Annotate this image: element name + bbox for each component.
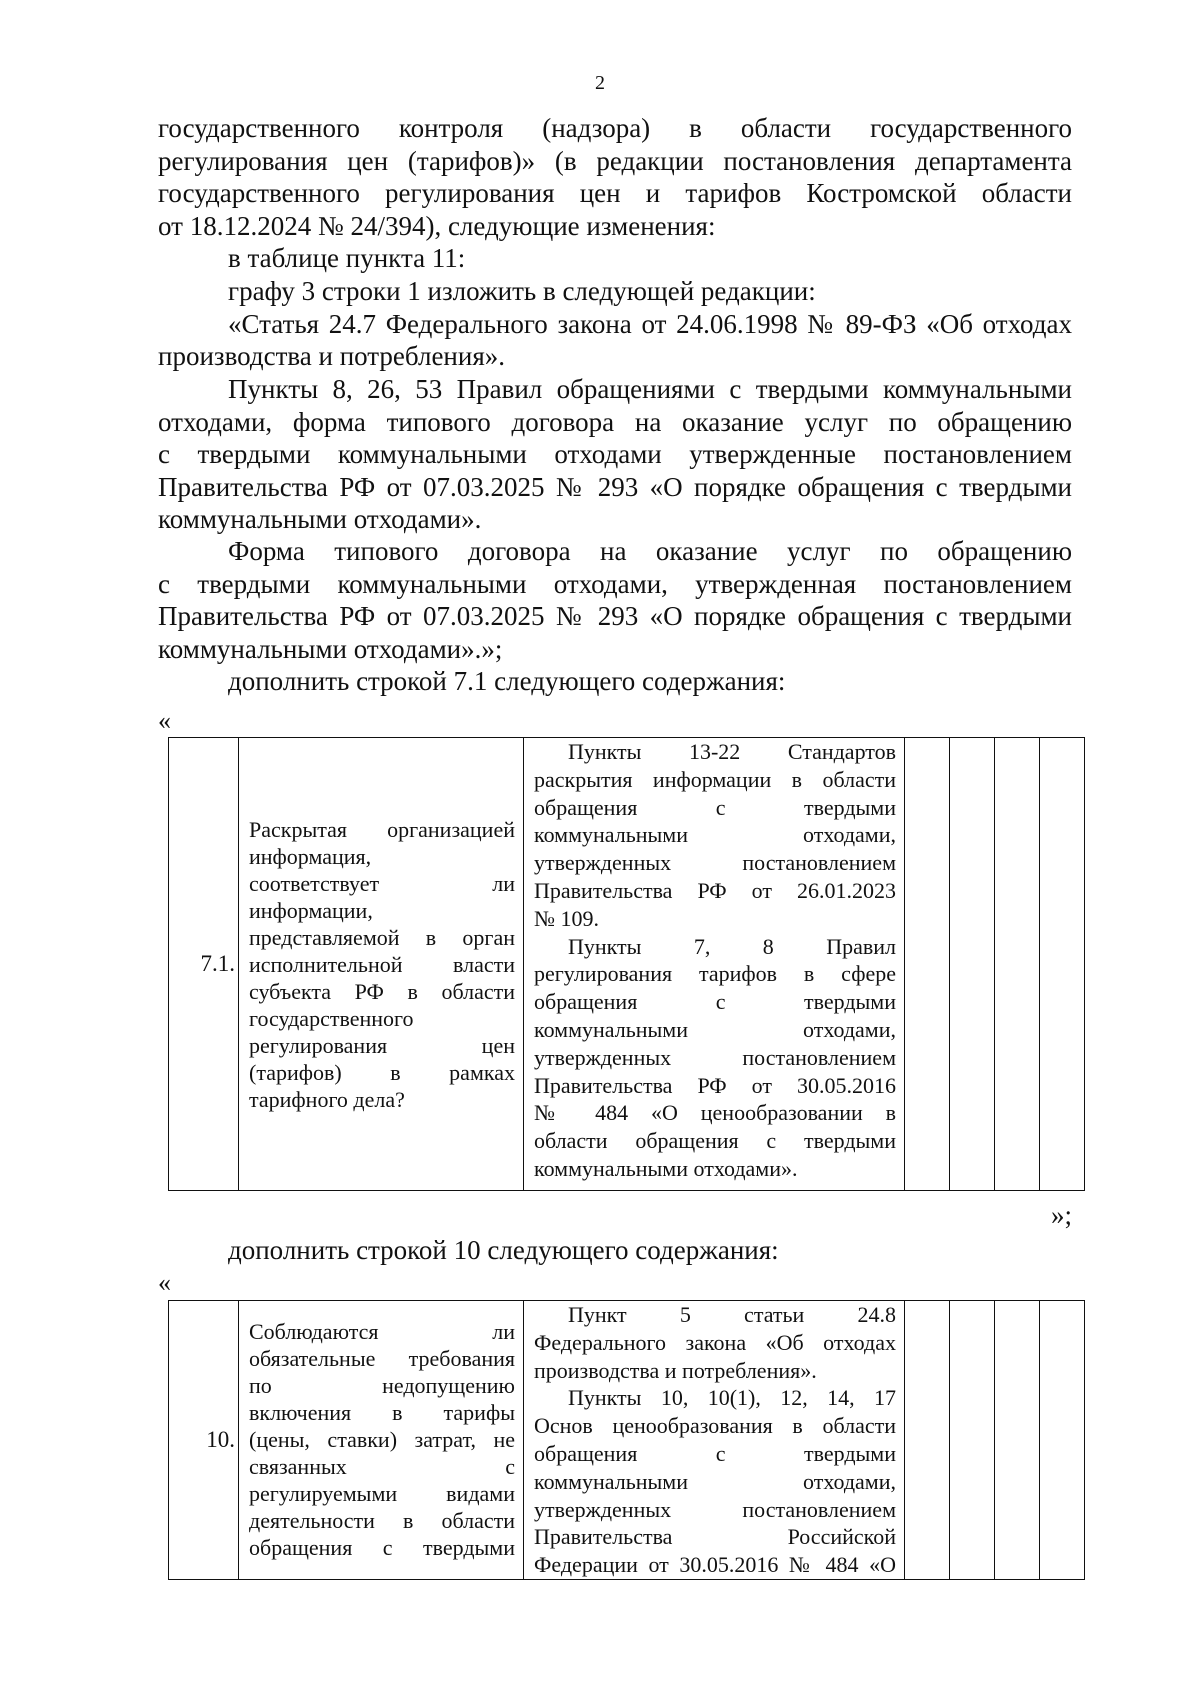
empty-cell [905,1301,950,1580]
open-quote: « [158,706,171,735]
text-line: отходами, форма типового договора на оказание услуг по обращению [158,406,1072,437]
add-row-10-instruction-wrap [158,1234,1072,1267]
text-line: от 18.12.2024 № 24/394), следующие изменения: [158,210,716,241]
text-line: с твердыми коммунальными отходами утвержденные постановлением [158,439,1072,470]
close-quote: »; [1050,1200,1072,1230]
cell-line: деятельности в области [249,1508,515,1534]
amendment-item-column: графу 3 строки 1 изложить в следующей редакции: [228,275,816,306]
row-number: 7.1. [169,738,239,1191]
cell-line: информация, [249,843,372,869]
cell-line: регулирования тарифов в сфере [534,961,896,987]
table-row-10 [168,1300,1085,1580]
cell-line: раскрытия информации в области [534,766,896,792]
intro-paragraph [158,112,1072,373]
quote-paragraph-form [158,535,1072,698]
empty-cell [995,1301,1040,1580]
cell-line: Основ ценообразования в области [534,1413,896,1439]
cell-line: по недопущению [249,1373,515,1399]
cell-line: государственного [249,1005,414,1031]
cell-line: обращения с твердыми [534,989,896,1015]
cell-line: коммунальными отходами». [534,1155,798,1181]
text-line: коммунальными отходами».»; [158,633,503,664]
text-line: Правительства РФ от 07.03.2025 № 293 «О порядке обращения с твердыми [158,471,1072,502]
empty-cell [950,738,995,1191]
cell-line: субъекта РФ в области [249,978,515,1004]
empty-cell [950,1301,995,1580]
question-cell [239,1301,524,1580]
text-line: с твердыми коммунальными отходами, утвержденная постановлением [158,568,1072,599]
text-line: производства и потребления». [158,341,505,372]
cell-line: Пункты 13-22 Стандартов [568,739,896,764]
cell-line: № 484 «О ценообразовании в [534,1100,896,1126]
open-quote: « [158,1268,171,1297]
add-row-10-instruction: дополнить строкой 10 следующего содержания: [228,1235,779,1265]
text-line: государственного регулирования цен и тарифов Костромской области [158,178,1072,209]
cell-line: регулирования цен [249,1032,515,1058]
cell-line: утвержденных постановлением [534,1496,896,1522]
quote-paragraph-rules [158,373,1072,536]
cell-line: Правительства Российской [534,1524,896,1550]
table-row [169,738,1085,1191]
cell-line: обязательные требования [249,1346,515,1372]
cell-line: Раскрытая организацией [249,816,515,842]
cell-line: обращения с твердыми [534,794,896,820]
text-line: государственного контроля (надзора) в области государственного [158,113,1072,143]
cell-line: тарифного дела? [249,1086,405,1112]
cell-line: информации, [249,897,373,923]
add-row-7-1-instruction: дополнить строкой 7.1 следующего содержания: [228,666,786,697]
table-row [169,1301,1085,1580]
question-cell [239,738,524,1191]
cell-line: (цены, ставки) затрат, не [249,1427,515,1453]
row-number: 10. [169,1301,239,1580]
table-row-7-1 [168,737,1085,1191]
empty-cell [1040,738,1085,1191]
cell-line: включения в тарифы [249,1400,515,1426]
cell-line: Пункты 7, 8 Правил [568,933,896,959]
cell-line: Правительства РФ от 30.05.2016 [534,1072,896,1098]
cell-line: производства и потребления». [534,1357,817,1383]
cell-line: связанных с [249,1454,515,1480]
amendment-item-table: в таблице пункта 11: [228,243,466,274]
cell-line: коммунальными отходами, [534,1016,896,1042]
cell-line: обращения с твердыми [249,1535,515,1561]
cell-line: области обращения с твердыми [534,1128,896,1154]
text-line: регулирования цен (тарифов)» (в редакции постановления департамента [158,145,1072,176]
cell-line: утвержденных постановлением [534,850,896,876]
empty-cell [905,738,950,1191]
text-line: коммунальными отходами». [158,504,482,535]
cell-line: коммунальными отходами, [534,822,896,848]
cell-line: соответствует ли [249,870,515,896]
empty-cell [995,738,1040,1191]
cell-line: Пункты 10, 10(1), 12, 14, 17 [568,1385,896,1411]
cell-line: Правительства РФ от 26.01.2023 [534,877,896,903]
cell-line: коммунальными отходами, [534,1468,896,1494]
legal-basis-cell [524,1301,905,1580]
text-line: «Статья 24.7 Федерального закона от 24.06.1998 № 89-ФЗ «Об отходах [228,308,1072,339]
cell-line: (тарифов) в рамках [249,1059,515,1085]
cell-line: Пункт 5 статьи 24.8 [568,1302,896,1327]
text-line: Форма типового договора на оказание услуг по обращению [228,536,1072,566]
cell-line: представляемой в орган [249,924,515,950]
cell-line: регулируемыми видами [249,1481,515,1507]
cell-line: Федерации от 30.05.2016 № 484 «О [534,1552,896,1578]
page-number: 2 [595,72,605,94]
text-line: Пункты 8, 26, 53 Правил обращениями с твердыми коммунальными [228,374,1072,404]
cell-line: утвержденных постановлением [534,1044,896,1070]
legal-basis-cell [524,738,905,1191]
cell-line: исполнительной власти [249,951,515,977]
cell-line: № 109. [534,905,599,931]
cell-line: Соблюдаются ли [249,1319,515,1345]
cell-line: обращения с твердыми [534,1440,896,1466]
empty-cell [1040,1301,1085,1580]
cell-line: Федерального закона «Об отходах [534,1329,896,1355]
text-line: Правительства РФ от 07.03.2025 № 293 «О порядке обращения с твердыми [158,601,1072,632]
